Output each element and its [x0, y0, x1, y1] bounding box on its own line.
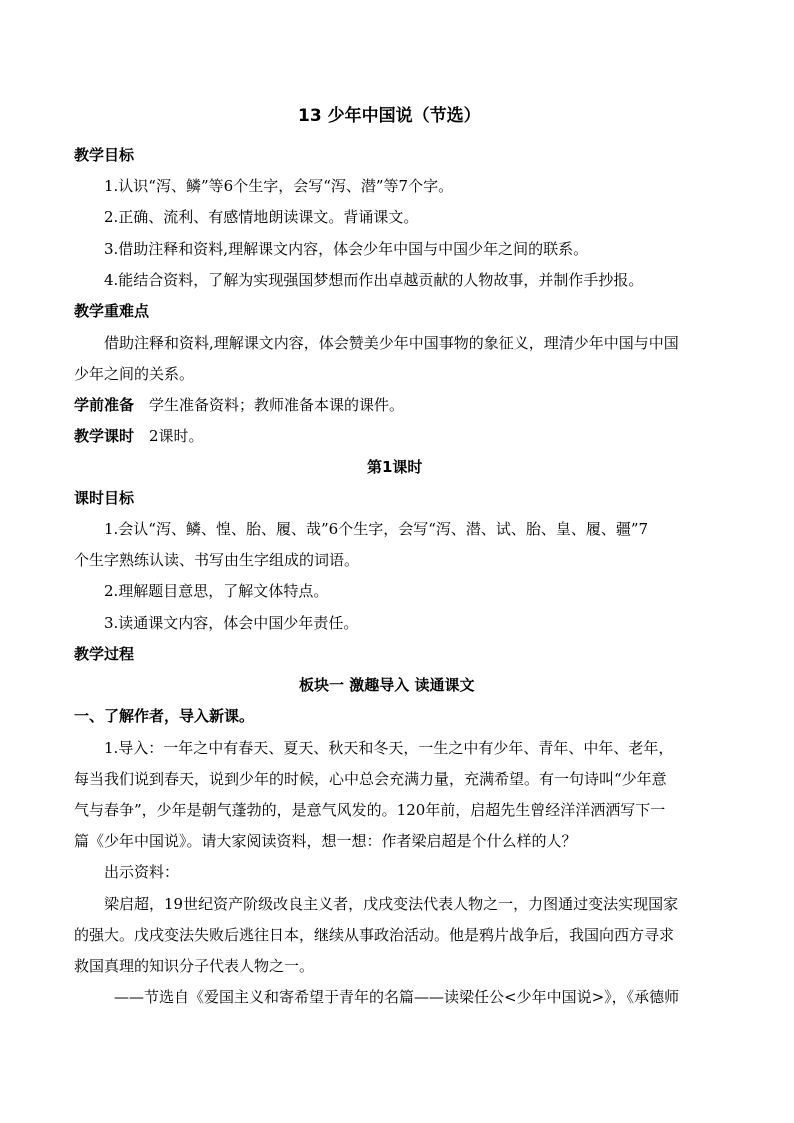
hours-label: 教学课时	[74, 427, 135, 445]
source-line: ——节选自《爱国主义和寄希望于青年的名篇——读梁任公<少年中国说>》，《承德师	[114, 988, 680, 1006]
objective-item-3: 3.借助注释和资料,理解课文内容，体会少年中国与中国少年之间的联系。	[104, 240, 589, 258]
lesson1-heading: 第1课时	[367, 458, 423, 476]
objective-item-4: 4.能结合资料，了解为实现强国梦想而作出卓越贡献的人物故事，并制作手抄报。	[104, 271, 644, 289]
intro-line-3: 气与春争”，少年是朝气蓬勃的，是意气风发的。120年前，启超先生曾经洋洋洒洒写下一	[74, 801, 666, 819]
objective-item-1: 1.认识“泻、鳞”等6个生字，会写“泻、潜”等7个字。	[104, 177, 454, 195]
key-points-line-1: 借助注释和资料,理解课文内容，体会赞美少年中国事物的象征义，理清少年中国与中国	[104, 334, 679, 352]
lesson-goal-line-3: 2.理解题目意思，了解文体特点。	[104, 582, 329, 600]
block1-heading: 板块一 激趣导入 读通课文	[299, 676, 475, 694]
key-points-heading: 教学重难点	[74, 302, 150, 320]
material-line-3: 救国真理的知识分子代表人物之一。	[74, 957, 315, 975]
hours-text: 2课时。	[149, 427, 204, 445]
intro-line-2: 每当我们说到春天，说到少年的时候，心中总会充满力量，充满希望。有一句诗叫“少年意	[74, 770, 667, 788]
lesson-title: 13 少年中国说（节选）	[298, 106, 481, 126]
section1-heading: 一、了解作者，导入新课。	[74, 707, 255, 725]
show-material-label: 出示资料：	[104, 863, 180, 881]
preparation-label: 学前准备	[74, 396, 135, 414]
process-heading: 教学过程	[74, 645, 135, 663]
preparation-text: 学生准备资料；教师准备本课的课件。	[149, 396, 405, 414]
objective-item-2: 2.正确、流利、有感情地朗读课文。背诵课文。	[104, 208, 419, 226]
material-line-1: 梁启超，19世纪资产阶级改良主义者，戊戌变法代表人物之一，力图通过变法实现国家	[104, 895, 679, 913]
intro-line-1: 1.导入：一年之中有春天、夏天、秋天和冬天，一生之中有少年、青年、中年、老年，	[104, 739, 674, 757]
lesson-goal-line-4: 3.读通课文内容，体会中国少年责任。	[104, 614, 359, 632]
lesson-goal-line-2: 个生字熟练认读、书写由生字组成的词语。	[74, 551, 360, 569]
intro-line-4: 篇《少年中国说》。请大家阅读资料，想一想：作者梁启超是个什么样的人？	[74, 832, 577, 850]
objectives-heading: 教学目标	[74, 146, 135, 164]
key-points-line-2: 少年之间的关系。	[74, 365, 195, 383]
material-line-2: 的强大。戊戌变法失败后逃往日本，继续从事政治活动。他是鸦片战争后，我国向西方寻求	[74, 926, 675, 944]
lesson-goals-heading: 课时目标	[74, 489, 135, 507]
lesson-goal-line-1: 1.会认“泻、鳞、惶、胎、履、哉”6个生字，会写“泻、潜、试、胎、皇、履、疆”7	[104, 520, 649, 538]
